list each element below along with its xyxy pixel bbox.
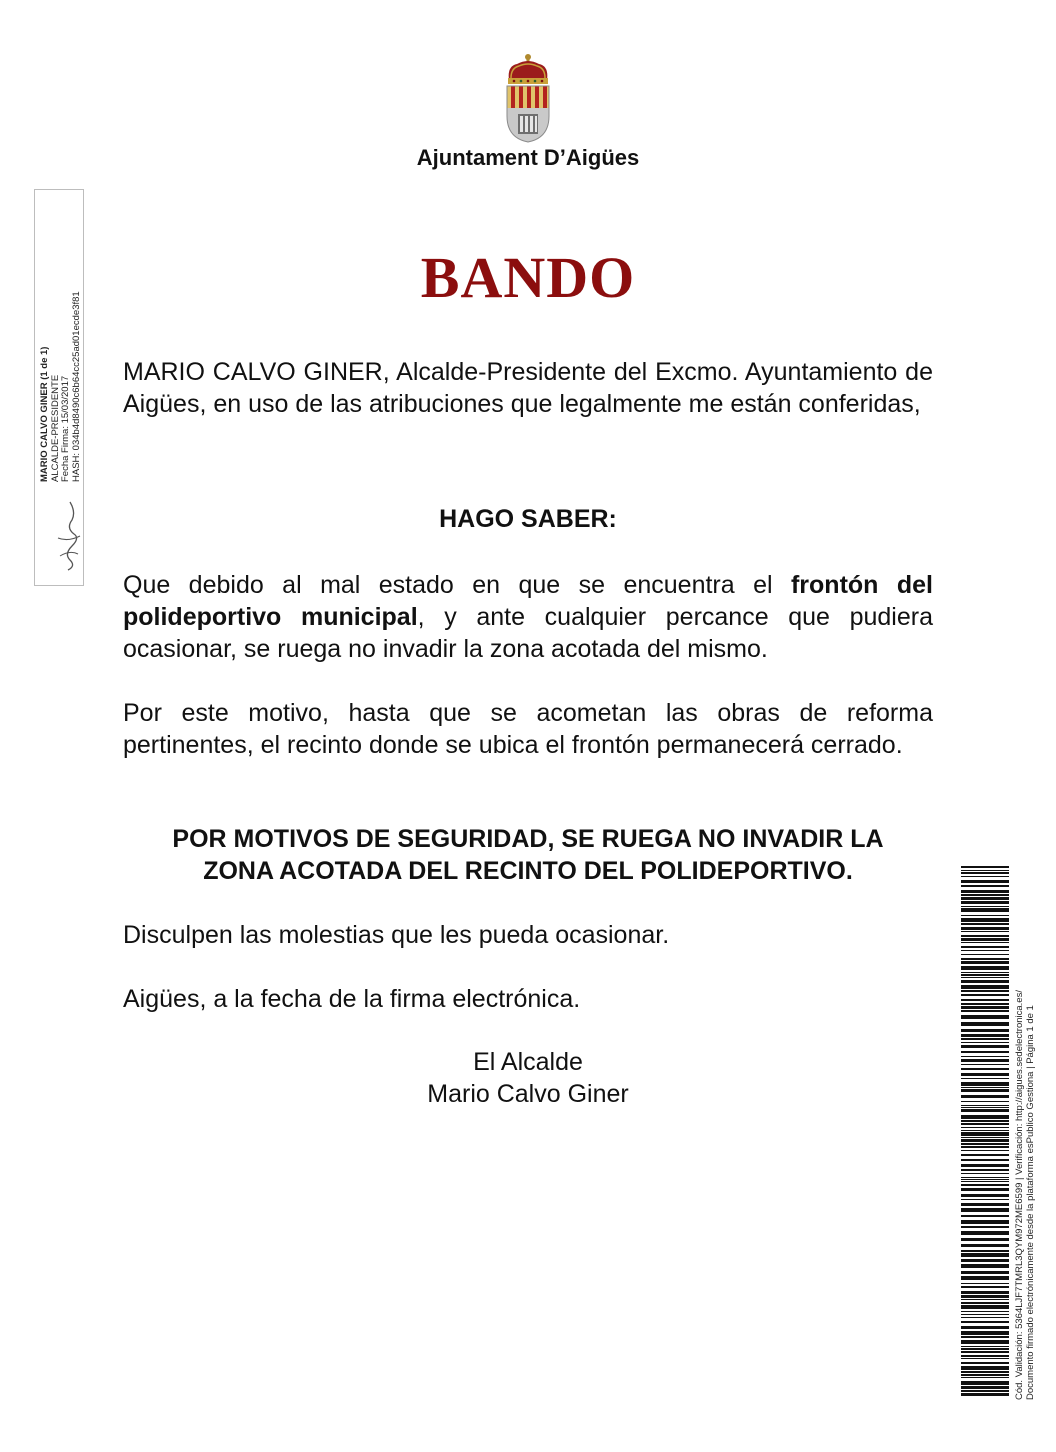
barcode-bar [961, 918, 1009, 922]
barcode-bar [961, 1351, 1009, 1353]
barcode-bar [961, 1374, 1009, 1376]
signer-role: El Alcalde [473, 1048, 583, 1076]
barcode-bar [961, 1132, 1009, 1136]
barcode-bar [961, 938, 1009, 941]
barcode-bar [961, 1314, 1009, 1315]
barcode-bar [961, 1082, 1009, 1086]
barcode-bar [961, 1164, 1009, 1167]
barcode-bar [961, 1321, 1009, 1323]
barcode-bar [961, 1393, 1009, 1396]
barcode-bar [961, 1358, 1009, 1359]
barcode-bar [961, 1231, 1009, 1235]
signature-details [40, 291, 82, 482]
safety-warning-line: POR MOTIVOS DE SEGURIDAD, SE RUEGA NO INVADIR LA [172, 825, 884, 853]
barcode-bar [961, 1173, 1009, 1174]
barcode-bar [961, 1348, 1009, 1350]
barcode-bar [961, 1089, 1009, 1092]
barcode-bar [961, 1130, 1009, 1131]
barcode-bar [961, 1215, 1009, 1217]
barcode-bar [961, 1042, 1009, 1043]
barcode-bar [961, 1283, 1009, 1284]
barcode-bar [961, 1238, 1009, 1241]
barcode-bar [961, 1220, 1009, 1224]
barcode-bar [961, 1302, 1009, 1304]
barcode-bar [961, 1271, 1009, 1274]
barcode-bar [961, 1346, 1009, 1347]
barcode-bar [961, 1059, 1009, 1062]
barcode-bar [961, 1068, 1009, 1070]
notice-text-start: Que debido al mal estado en que se encuentra el [123, 571, 791, 599]
barcode-bar [961, 1177, 1009, 1178]
barcode-bar [961, 1390, 1009, 1392]
barcode-bar [961, 1340, 1009, 1344]
barcode-bar [961, 906, 1009, 907]
barcode-bar [961, 950, 1009, 951]
barcode-bar [961, 1291, 1009, 1294]
barcode-bar [961, 1181, 1009, 1182]
barcode-bar [961, 1371, 1009, 1373]
barcode-bar [961, 1326, 1009, 1329]
barcode-bar [961, 1003, 1009, 1005]
barcode-bar [961, 1203, 1009, 1206]
barcode-bar [961, 1169, 1009, 1171]
barcode-bar [961, 946, 1009, 948]
barcode-bar [961, 1045, 1009, 1048]
barcode-bar [961, 1056, 1009, 1057]
barcode-bar [961, 1184, 1009, 1186]
barcode-bar [961, 1386, 1009, 1389]
barcode-bar [961, 1015, 1009, 1019]
barcode-bar [961, 927, 1009, 930]
barcode-bar [961, 1331, 1009, 1335]
barcode-bar [961, 1073, 1009, 1076]
barcode-bar [961, 966, 1009, 970]
barcode-bar [961, 1208, 1009, 1212]
barcode-bar [961, 1034, 1009, 1037]
barcode-bar [961, 990, 1009, 992]
barcode-bar [961, 1299, 1009, 1300]
barcode-bar [961, 901, 1009, 904]
barcode-bar [961, 876, 1009, 877]
date-paragraph: Aigües, a la fecha de la firma electrónica. [123, 985, 581, 1013]
barcode-bar [961, 931, 1009, 932]
barcode-bar [961, 1115, 1009, 1119]
barcode-bar [961, 1305, 1009, 1309]
barcode-bar [961, 1078, 1009, 1079]
barcode-bar [961, 1107, 1009, 1108]
barcode-bar [961, 1095, 1009, 1098]
barcode-bar [961, 1139, 1009, 1142]
barcode-bar [961, 1253, 1009, 1257]
safety-warning [123, 823, 933, 887]
barcode-bar [961, 885, 1009, 887]
barcode-bar [961, 894, 1009, 896]
barcode-bar [961, 1295, 1009, 1298]
barcode-bar [961, 1029, 1009, 1032]
signer-block [0, 1046, 1056, 1110]
barcode-bar [961, 872, 1009, 874]
signature-hash: HASH: 034b4d8490c6b64cc25ad01ecde3f81 [70, 291, 82, 482]
barcode-bar [961, 1199, 1009, 1200]
barcode-bar [961, 994, 1009, 996]
barcode-bar [961, 866, 1009, 868]
section-heading: HAGO SABER: [439, 505, 617, 533]
barcode-bar [961, 1087, 1009, 1088]
verification-platform: Documento firmado electrónicamente desde la plataforma esPublico Gestiona | Página 1 de 1 [1025, 1005, 1036, 1400]
barcode-bar [961, 1051, 1009, 1053]
barcode-bar [961, 985, 1009, 989]
safety-warning-line: ZONA ACOTADA DEL RECINTO DEL POLIDEPORTIVO. [203, 857, 853, 885]
barcode-bar [961, 1377, 1009, 1378]
verification-text [1014, 990, 1036, 1400]
barcode-bar [961, 1311, 1009, 1312]
barcode-bar [961, 890, 1009, 893]
barcode-bar [961, 1355, 1009, 1357]
barcode-bar [961, 1244, 1009, 1247]
barcode-bar [961, 1101, 1009, 1102]
barcode-bar [961, 1381, 1009, 1385]
verification-barcode [961, 866, 1009, 1398]
notice-paragraph [123, 569, 933, 665]
barcode-bar [961, 974, 1009, 976]
barcode-bar [961, 1366, 1009, 1370]
signer-name: Mario Calvo Giner [427, 1080, 629, 1108]
closure-paragraph: Por este motivo, hasta que se acometan las obras de reforma pertinentes, el recinto donde se ubica el frontón permanecerá cerrado. [123, 699, 933, 759]
barcode-bar [961, 935, 1009, 937]
barcode-bar [961, 897, 1009, 900]
organization-name: Ajuntament D’Aigües [416, 145, 640, 170]
barcode-bar [961, 1146, 1009, 1148]
barcode-bar [961, 1006, 1009, 1009]
barcode-bar [961, 1143, 1009, 1145]
barcode-bar [961, 954, 1009, 955]
barcode-bar [961, 961, 1009, 964]
document-title: BANDO [420, 245, 636, 310]
municipal-crest-icon [499, 52, 557, 146]
barcode-bar [961, 999, 1009, 1001]
barcode-bar [961, 1137, 1009, 1138]
barcode-bar [961, 1109, 1009, 1112]
intro-paragraph: MARIO CALVO GINER, Alcalde-Presidente del Excmo. Ayuntamiento de Aigües, en uso de las atribuciones que legalmente me están conferidas, [123, 358, 933, 418]
barcode-bar [961, 1179, 1009, 1180]
barcode-bar [961, 980, 1009, 983]
barcode-bar [961, 1362, 1009, 1364]
barcode-bar [961, 1010, 1009, 1012]
notice-text-end: , y ante cualquier percance que pudiera ocasionar, se ruega no invadir la zona acotada del mismo. [123, 603, 933, 663]
barcode-bar [961, 1188, 1009, 1191]
barcode-bar [961, 870, 1009, 871]
barcode-bar [961, 1123, 1009, 1125]
barcode-bar [961, 1250, 1009, 1252]
barcode-bar [961, 958, 1009, 960]
barcode-bar [961, 915, 1009, 916]
barcode-bar [961, 923, 1009, 925]
barcode-bar [961, 1226, 1009, 1228]
barcode-bar [961, 880, 1009, 883]
barcode-bar [961, 1038, 1009, 1040]
barcode-bar [961, 1120, 1009, 1122]
barcode-bar [961, 1064, 1009, 1065]
barcode-bar [961, 942, 1009, 943]
barcode-bar [961, 1264, 1009, 1268]
barcode-bar [961, 1105, 1009, 1106]
barcode-bar [961, 1127, 1009, 1128]
barcode-bar [961, 1154, 1009, 1156]
notice-text-emphasis: frontón del polideportivo municipal [123, 571, 933, 631]
apology-paragraph: Disculpen las molestias que les pueda ocasionar. [123, 921, 670, 949]
barcode-bar [961, 908, 1009, 912]
barcode-bar [961, 1159, 1009, 1161]
signature-role: ALCALDE-PRESIDENTE [49, 374, 61, 482]
barcode-bar [961, 1276, 1009, 1280]
barcode-bar [961, 1022, 1009, 1026]
signature-signer: MARIO CALVO GINER (1 de 1) [39, 346, 50, 482]
barcode-bar [961, 1286, 1009, 1288]
verification-code: Cód. Validación: 5364LJF7TMRL3QYM972ME6599 | Verificación: http://aigues.sedelectronica.es/ [1014, 990, 1025, 1400]
barcode-bar [961, 1259, 1009, 1262]
barcode-bar [961, 1150, 1009, 1151]
barcode-bar [961, 972, 1009, 973]
barcode-bar [961, 1336, 1009, 1338]
barcode-bar [961, 1194, 1009, 1197]
barcode-bar [961, 1317, 1009, 1318]
signature-date: Fecha Firma: 15/03/2017 [60, 375, 71, 482]
barcode-bar [961, 977, 1009, 978]
handwritten-signature-icon [50, 498, 86, 574]
